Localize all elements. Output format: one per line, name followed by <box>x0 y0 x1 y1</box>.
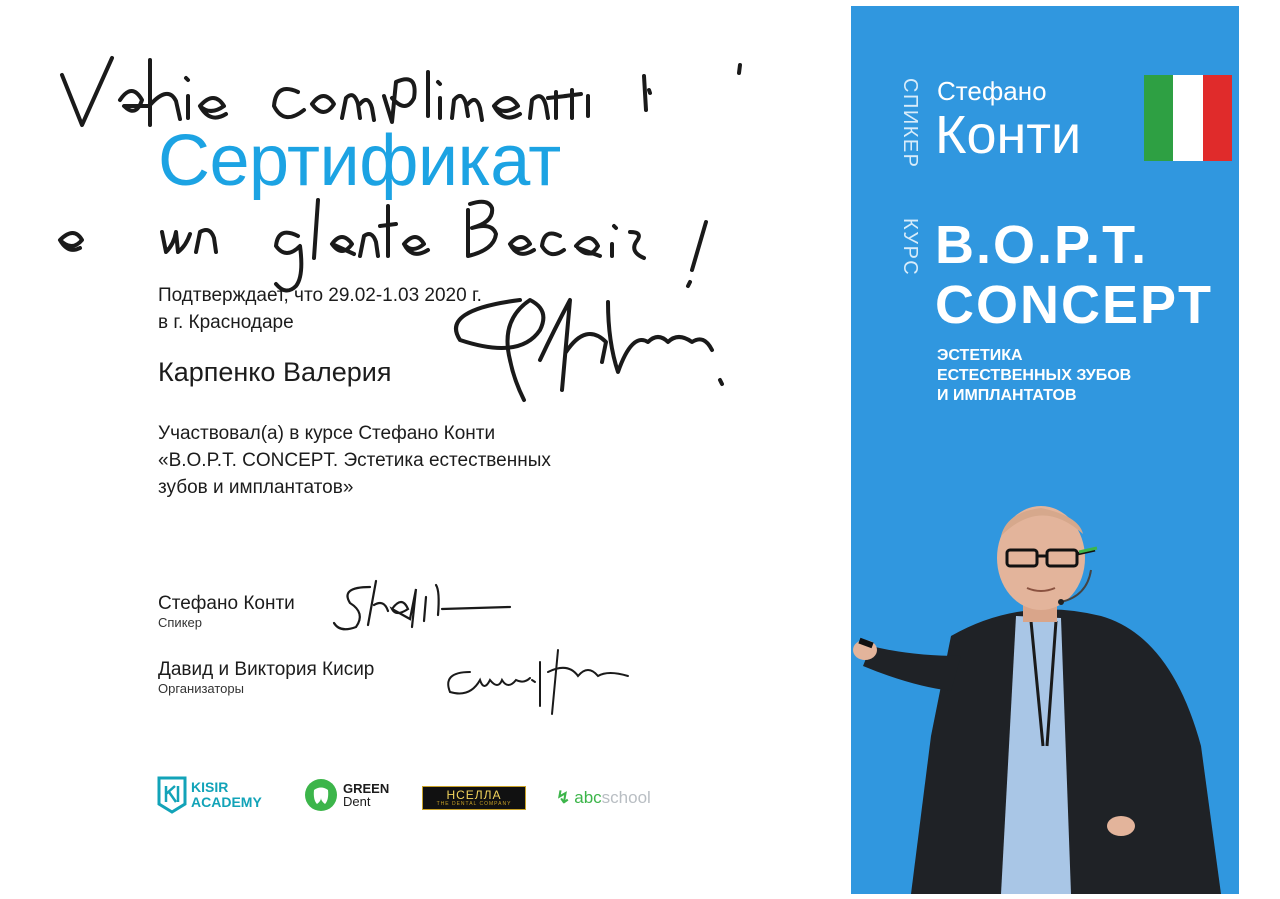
participation-line-1: Участвовал(а) в курсе Стефано Конти <box>158 423 496 444</box>
confirmation-city: в г. Краснодаре <box>158 312 294 333</box>
signatory-speaker <box>158 593 295 630</box>
course-title-line-2: CONCEPT <box>935 275 1214 335</box>
signatory-role: Спикер <box>158 615 202 630</box>
course-subtitle-line-2: ЕСТЕСТВЕННЫХ ЗУБОВ <box>937 367 1132 384</box>
recipient-name: Карпенко Валерия <box>158 357 392 387</box>
course-subtitle <box>937 346 1131 406</box>
green-dent-logo <box>303 777 389 813</box>
participation-line-3: зубов и имплантатов» <box>158 477 354 498</box>
confirmation-dates: Подтверждает, что 29.02-1.03 2020 г. <box>158 285 482 306</box>
abc-part-2: school <box>601 788 651 807</box>
green-dent-icon <box>303 777 339 813</box>
speaker-course-panel <box>851 6 1239 894</box>
sella-logo <box>422 786 526 810</box>
kisir-academy-icon <box>157 776 187 814</box>
course-subtitle-line-1: ЭСТЕТИКА <box>937 347 1023 364</box>
speaker-last-name: Конти <box>935 105 1082 165</box>
certificate-title: Сертификат <box>158 121 561 201</box>
abc-part-1: abc <box>574 788 602 807</box>
kisir-academy-logo <box>157 776 262 814</box>
signatory-organizers <box>158 659 374 696</box>
speaker-signature <box>330 575 520 635</box>
speaker-label: СПИКЕР <box>899 78 921 169</box>
sella-prefix: Н <box>446 788 457 802</box>
speaker-first-name: Стефано <box>937 76 1047 106</box>
course-title-line-1: B.O.P.T. <box>935 215 1149 275</box>
green-line-1: GREEN <box>343 781 390 796</box>
kisir-line-1: KISIR <box>191 779 229 795</box>
course-label: КУРС <box>899 218 921 277</box>
green-line-2: Dent <box>343 794 371 809</box>
abc-school-logo <box>556 788 651 808</box>
sella-subtitle: THE DENTAL COMPANY <box>436 801 512 807</box>
participation-line-2: «B.O.P.T. CONCEPT. Эстетика естественных <box>158 450 551 471</box>
signatory-name: Давид и Виктория Кисир <box>158 659 375 680</box>
italy-flag <box>1144 75 1232 161</box>
organizers-signatures <box>440 632 640 722</box>
confirmation-text <box>158 282 482 336</box>
abc-arrow-icon: ↯ <box>556 788 571 807</box>
signatory-role: Организаторы <box>158 681 244 696</box>
course-subtitle-line-3: И ИМПЛАНТАТОВ <box>937 387 1077 404</box>
speaker-photo <box>851 486 1239 894</box>
signatory-name: Стефано Конти <box>158 593 295 614</box>
participation-text <box>158 420 618 501</box>
kisir-line-2: ACADEMY <box>191 794 262 810</box>
sella-name: СЕЛЛА <box>456 788 502 802</box>
